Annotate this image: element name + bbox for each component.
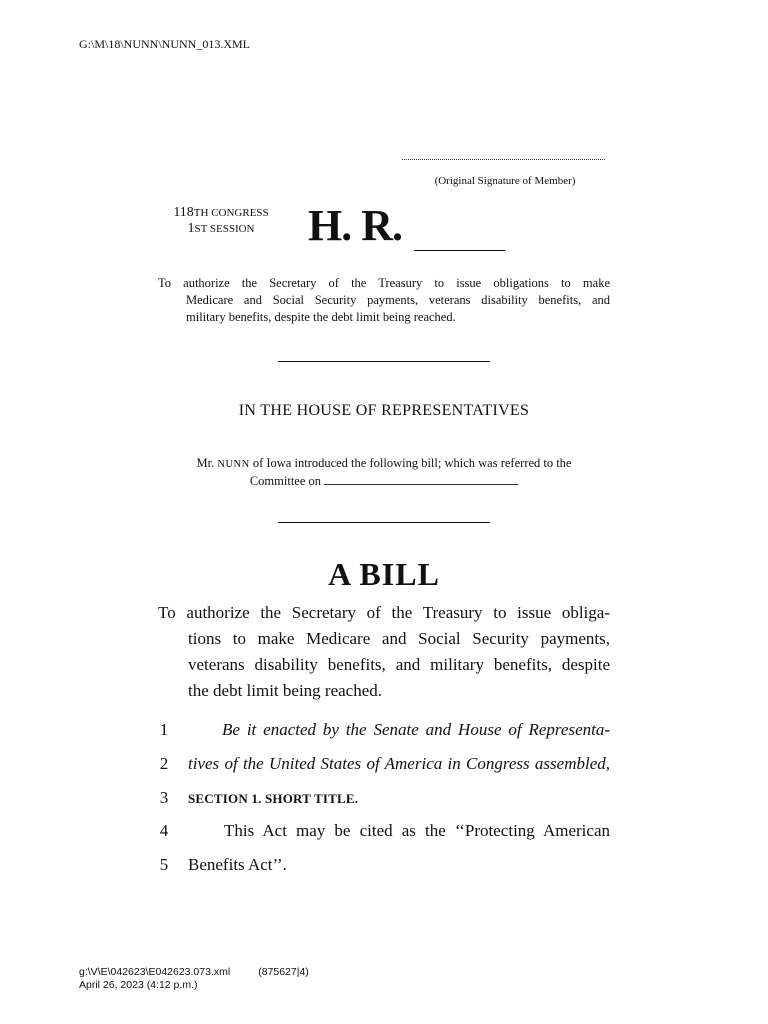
section-text-line: Benefits Act’’. [188,855,287,874]
purpose-full-line: tions to make Medicare and Social Security payments, [188,629,610,648]
sponsor-name: NUNN [217,459,250,470]
congress-number [158,205,284,221]
purpose-summary-line: military benefits, despite the debt limit being reached. [186,310,456,324]
committee-line [158,473,610,490]
purpose-full [158,600,610,704]
bill-designation: H. R. [308,201,402,250]
line-number: 4 [159,821,169,840]
chamber-heading: IN THE HOUSE OF REPRESENTATIVES [238,402,530,419]
purpose-full-line: To authorize the Secretary of the Treasury to issue obliga- [158,603,610,622]
line-number: 3 [159,788,169,807]
introduction-line [158,455,610,473]
committee-label: Committee on [249,474,322,488]
file-path: G:\M\18\NUNN\NUNN_013.XML [79,37,250,51]
bill-heading: A BILL [328,556,440,592]
congress-session-block [158,205,284,237]
section-title: SECTION 1. SHORT TITLE. [188,791,359,806]
footer [79,966,309,992]
congress-number-value: 118 [173,205,194,220]
divider-rule [278,361,490,362]
purpose-summary [158,275,610,326]
committee-blank [324,473,518,485]
footer-file: g:\V\E\042623\E042623.073.xml [79,966,231,978]
line-number: 1 [159,720,169,739]
enacting-clause-line: tives of the United States of America in Congress assembled, [188,754,610,773]
section-text-line: This Act may be cited as the ‘‘Protecting American [224,821,610,840]
congress-suffix: TH CONGRESS [193,207,269,219]
line-number: 2 [159,754,169,773]
session-number-value: 1 [187,221,195,236]
line-number: 5 [159,855,169,874]
bill-number-blank [414,250,505,251]
session-suffix: ST SESSION [194,223,255,235]
purpose-summary-line: To authorize the Secretary of the Treasury to issue obligations to make [158,276,610,290]
purpose-full-line: the debt limit being reached. [188,681,383,700]
introduction [158,455,610,490]
purpose-summary-line: Medicare and Social Security payments, veterans disability benefits, and [186,293,610,307]
signature-line [402,158,605,160]
enacting-clause-line: Be it enacted by the Senate and House of Representa- [222,720,610,739]
purpose-full-line: veterans disability benefits, and military benefits, despite [188,655,610,674]
signature-label: (Original Signature of Member) [434,175,576,187]
divider-rule [278,522,490,523]
footer-file-line [79,966,309,979]
sponsor-prefix: Mr. [196,456,215,470]
footer-date: April 26, 2023 (4:12 p.m.) [79,979,198,991]
introduction-text: of Iowa introduced the following bill; which was referred to the [252,456,572,470]
session-number [158,221,284,237]
footer-code: (875627|4) [258,966,309,978]
